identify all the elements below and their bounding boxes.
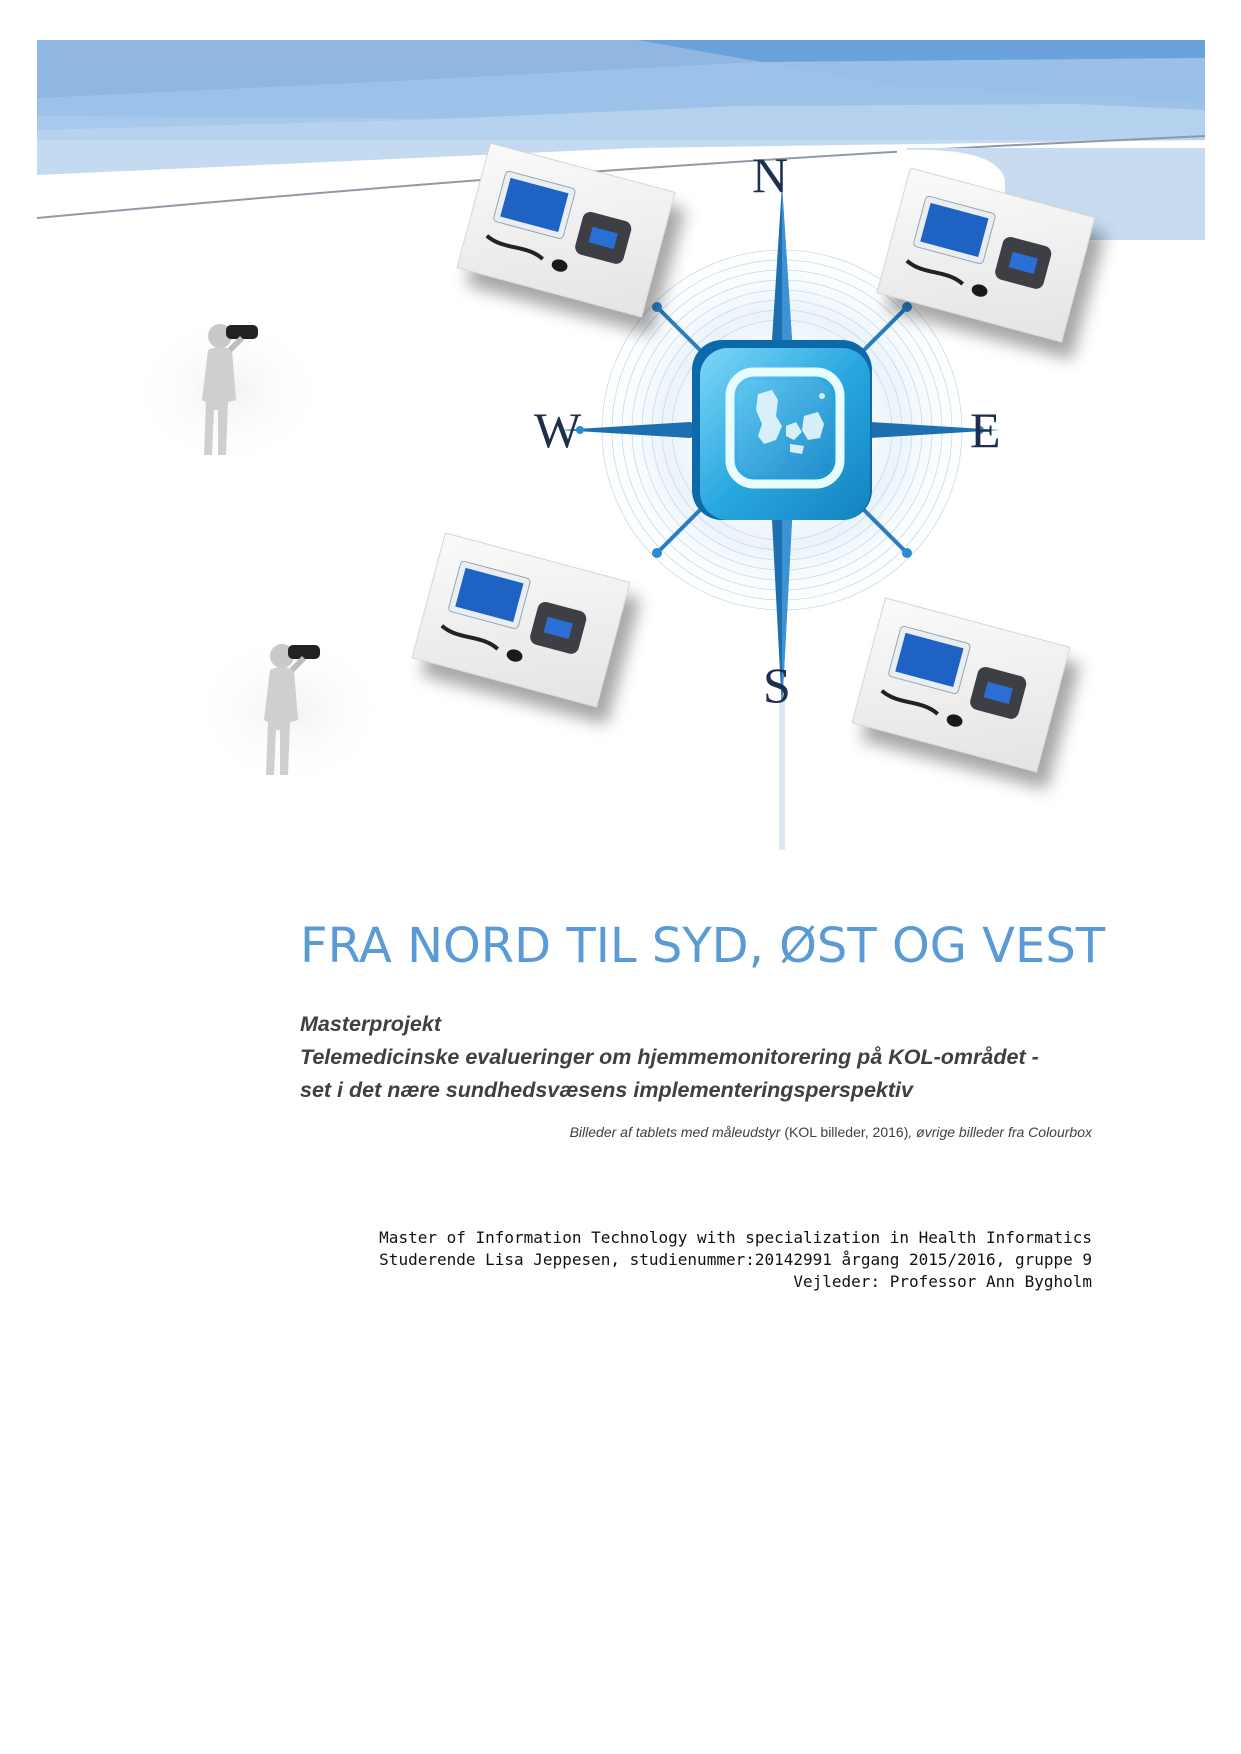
- page-title: FRA NORD TIL SYD, ØST OG VEST: [300, 918, 1106, 974]
- info-line: Studerende Lisa Jeppesen, studienummer:20142991 årgang 2015/2016, gruppe 9: [379, 1250, 1092, 1269]
- info-line: Vejleder: Professor Ann Bygholm: [793, 1272, 1092, 1291]
- credit-source: (KOL billeder, 2016): [780, 1124, 909, 1140]
- compass-east-label: E: [970, 402, 1001, 458]
- credit-text: Billeder af tablets med måleudstyr: [569, 1124, 781, 1140]
- credit-text: , øvrige billeder fra Colourbox: [908, 1124, 1092, 1140]
- info-line: Master of Information Technology with specialization in Health Informatics: [379, 1228, 1092, 1247]
- subtitle-line: set i det nære sundhedsvæsens implementeringsperspektiv: [300, 1078, 913, 1102]
- person-binoculars-icon: [128, 310, 328, 470]
- compass-north-label: N: [752, 147, 789, 203]
- compass-south-label: S: [763, 657, 791, 713]
- subtitle-block: [300, 1008, 1100, 1107]
- subtitle-line: Telemedicinske evalueringer om hjemmemonitorering på KOL-området -: [300, 1045, 1039, 1069]
- program-info: [300, 1227, 1092, 1293]
- compass-west-label: W: [534, 402, 582, 458]
- subtitle-line: Masterprojekt: [300, 1012, 441, 1036]
- image-credit: [400, 1124, 1092, 1140]
- person-binoculars-icon: [190, 630, 390, 790]
